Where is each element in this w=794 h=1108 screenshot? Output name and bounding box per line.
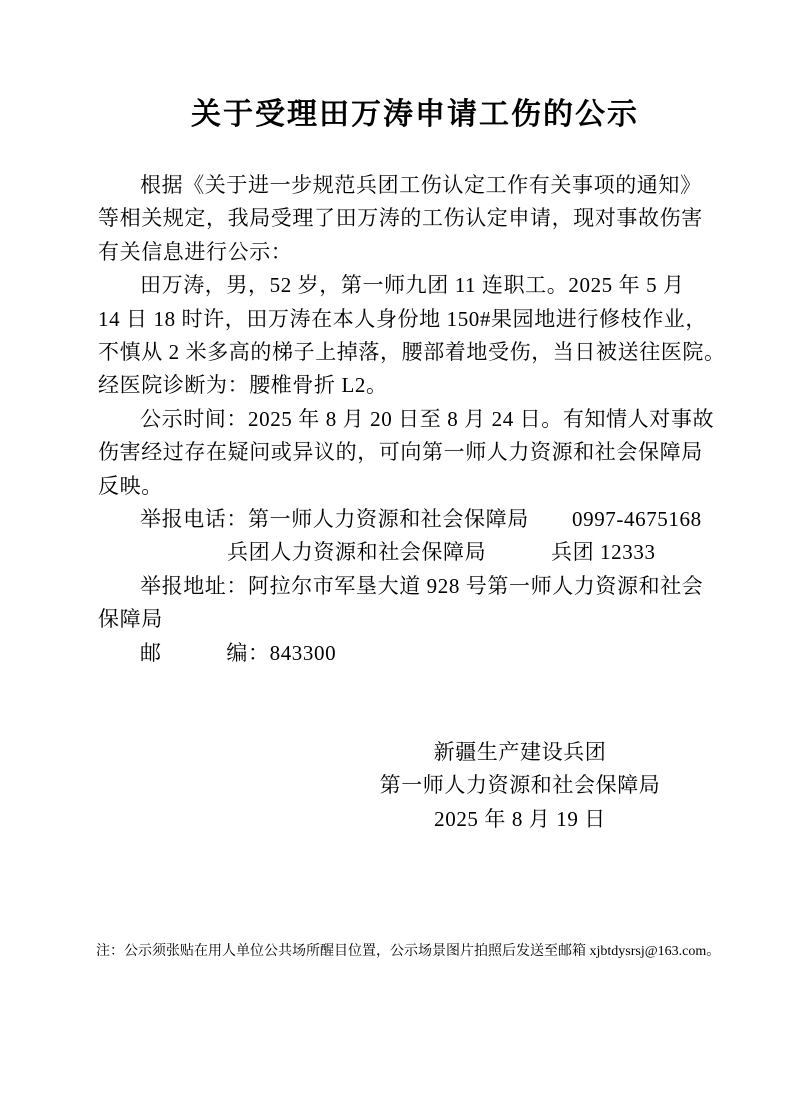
notice-body	[98, 169, 750, 670]
report-address-line: 举报地址：阿拉尔市军垦大道 928 号第一师人力资源和社会	[140, 573, 704, 598]
para2-line1: 田万涛，男，52 岁，第一师九团 11 连职工。2025 年 5 月	[140, 273, 685, 298]
para2-line4: 经医院诊断为：腰椎骨折 L2。	[98, 373, 388, 398]
report-phone-line: 举报电话：第一师人力资源和社会保障局 0997-4675168	[140, 507, 702, 532]
para3-line2: 伤害经过存在疑问或异议的，可向第一师人力资源和社会保障局	[98, 440, 703, 465]
para1-line2: 等相关规定，我局受理了田万涛的工伤认定申请，现对事故伤害	[98, 206, 703, 231]
para2-line3: 不慎从 2 米多高的梯子上掉落，腰部着地受伤，当日被送往医院。	[98, 340, 726, 365]
signer-org-line2: 第一师人力资源和社会保障局	[379, 773, 661, 798]
para2-line2: 14 日 18 时许，田万涛在本人身份地 150#果园地进行修枝作业，	[98, 306, 707, 331]
notice-title: 关于受理田万涛申请工伤的公示	[191, 98, 639, 131]
para3-line3: 反映。	[98, 473, 163, 498]
signature-block	[370, 736, 670, 836]
report-phone-line2: 兵团人力资源和社会保障局 兵团 12333	[227, 540, 656, 565]
signature-date: 2025 年 8 月 19 日	[434, 806, 606, 831]
para1-line3: 有关信息进行公示：	[98, 239, 293, 264]
footer-note: 注：公示须张贴在用人单位公共场所醒目位置，公示场景图片拍照后发送至邮箱 xjbtdysrsj@163.com。	[96, 944, 721, 959]
report-address-line2: 保障局	[98, 607, 163, 632]
postal-code-line: 邮 编：843300	[140, 640, 337, 665]
para3-line1: 公示时间：2025 年 8 月 20 日至 8 月 24 日。有知情人对事故	[140, 406, 715, 431]
signer-org-line1: 新疆生产建设兵团	[433, 740, 607, 764]
para1-line1: 根据《关于进一步规范兵团工伤认定工作有关事项的通知》	[140, 173, 702, 197]
